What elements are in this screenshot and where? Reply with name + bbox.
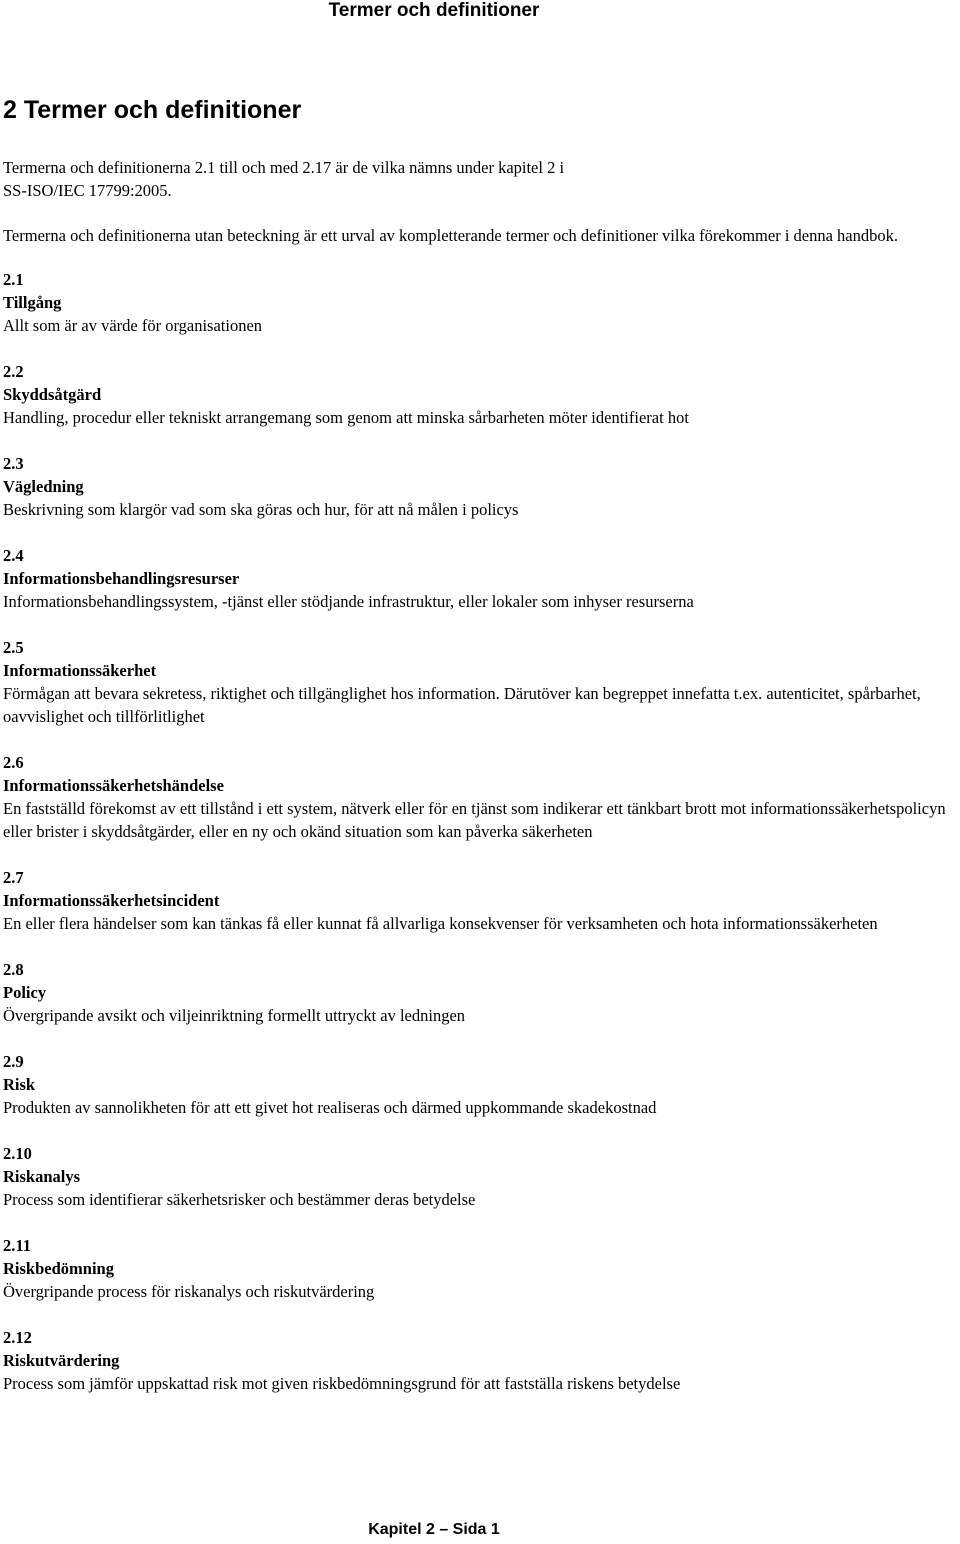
term-name: Informationsbehandlingsresurser (3, 569, 240, 588)
term-definition: Beskrivning som klargör vad som ska göras och hur, för att nå målen i policys (3, 500, 519, 519)
term-definition: En eller flera händelser som kan tänkas få eller kunnat få allvarliga konsekvenser för verksamheten och hota informationssäkerheten (3, 914, 878, 933)
term-definition: Produkten av sannolikheten för att ett givet hot realiseras och därmed uppkommande skadekostnad (3, 1098, 657, 1117)
term-entry (3, 268, 960, 337)
running-footer: Kapitel 2 – Sida 1 (368, 1521, 500, 1538)
term-list (3, 268, 960, 1395)
term-definition: Process som jämför uppskattad risk mot given riskbedömningsgrund för att fastställa riskens betydelse (3, 1374, 681, 1393)
term-definition: Övergripande process för riskanalys och riskutvärdering (3, 1282, 375, 1301)
term-definition: Handling, procedur eller tekniskt arrangemang som genom att minska sårbarheten möter identifierat hot (3, 408, 689, 427)
term-number: 2.4 (3, 546, 24, 565)
term-entry (3, 636, 960, 728)
term-definition: Process som identifierar säkerhetsrisker och bestämmer deras betydelse (3, 1190, 476, 1209)
term-number: 2.5 (3, 638, 24, 657)
term-name: Riskanalys (3, 1167, 81, 1186)
term-entry (3, 452, 960, 521)
term-name: Riskutvärdering (3, 1351, 120, 1370)
term-entry (3, 1326, 960, 1395)
term-name: Informationssäkerhetshändelse (3, 776, 224, 795)
term-number: 2.10 (3, 1144, 32, 1163)
term-entry (3, 1050, 960, 1119)
page-content (3, 94, 960, 1418)
term-entry (3, 958, 960, 1027)
term-number: 2.1 (3, 270, 24, 289)
term-name: Tillgång (3, 293, 62, 312)
term-entry (3, 751, 960, 843)
term-definition: En fastställd förekomst av ett tillstånd i ett system, nätverk eller för en tjänst som indikerar ett tänkbart brott mot informationssäkerhetspolicyn eller brister i skyddsåtgärder, eller en ny och okänd situation som kan påverka säkerheten (3, 799, 946, 841)
intro-paragraph-2: Termerna och definitionerna utan beteckning är ett urval av kompletterande termer och definitioner vilka förekommer i denna handbok. (3, 226, 898, 245)
term-definition: Allt som är av värde för organisationen (3, 316, 263, 335)
term-number: 2.8 (3, 960, 24, 979)
term-definition: Övergripande avsikt och viljeinriktning formellt uttryckt av ledningen (3, 1006, 466, 1025)
term-entry (3, 544, 960, 613)
term-name: Skyddsåtgärd (3, 385, 102, 404)
running-header: Termer och definitioner (328, 0, 540, 21)
term-number: 2.3 (3, 454, 24, 473)
intro-line-2: SS-ISO/IEC 17799:2005. (3, 181, 172, 200)
term-entry (3, 1234, 960, 1303)
term-entry (3, 360, 960, 429)
term-entry (3, 1142, 960, 1211)
term-number: 2.6 (3, 753, 24, 772)
term-number: 2.9 (3, 1052, 24, 1071)
intro-paragraph-1 (3, 156, 960, 202)
term-name: Informationssäkerhet (3, 661, 157, 680)
term-name: Risk (3, 1075, 36, 1094)
term-name: Vägledning (3, 477, 84, 496)
term-entry (3, 866, 960, 935)
term-number: 2.7 (3, 868, 24, 887)
term-name: Informationssäkerhetsincident (3, 891, 220, 910)
term-name: Riskbedömning (3, 1259, 114, 1278)
term-number: 2.2 (3, 362, 24, 381)
term-number: 2.11 (3, 1236, 31, 1255)
term-definition: Förmågan att bevara sekretess, riktighet och tillgänglighet hos information. Därutöver kan begreppet innefatta t.ex. autenticitet, spårbarhet, oavvislighet och tillförlitlighet (3, 684, 921, 726)
term-definition: Informationsbehandlingssystem, -tjänst eller stödjande infrastruktur, eller lokaler som inhyser resurserna (3, 592, 694, 611)
term-name: Policy (3, 983, 47, 1002)
chapter-title: 2 Termer och definitioner (3, 96, 302, 124)
intro-line-1: Termerna och definitionerna 2.1 till och med 2.17 är de vilka nämns under kapitel 2 i (3, 158, 565, 177)
term-number: 2.12 (3, 1328, 32, 1347)
